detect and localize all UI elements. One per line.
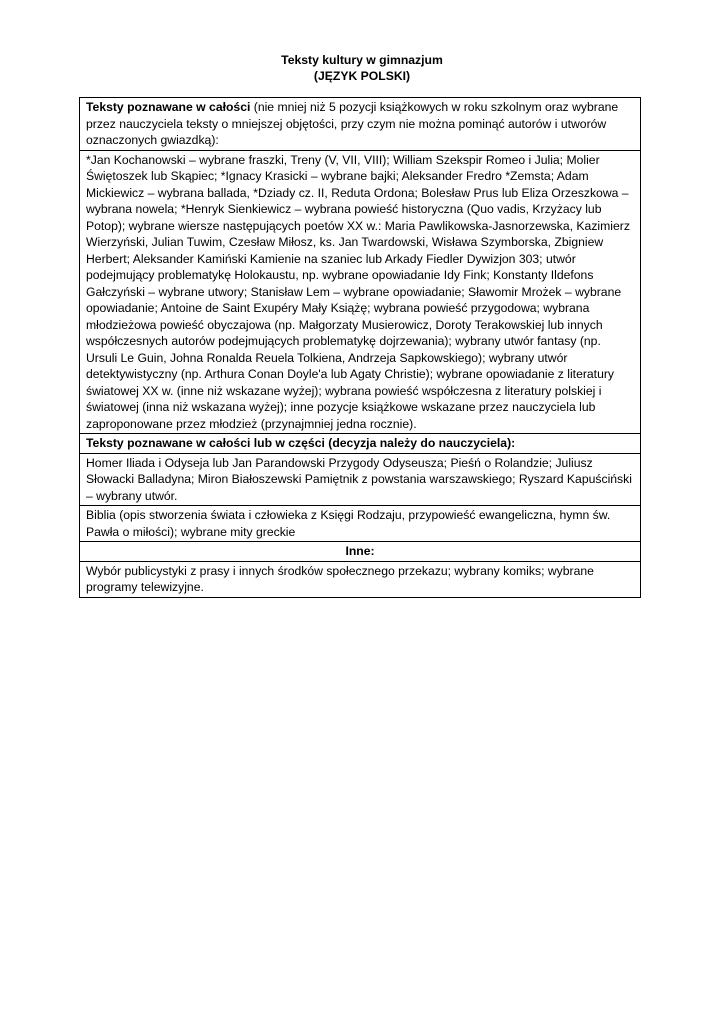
page-title [0, 52, 724, 84]
full-texts-heading-note: (nie mniej niż 5 pozycji książkowych w roku szkolnym oraz wybrane przez nauczyciela teksty o mniejszej objętości, przy czym nie można pominąć autorów i utworów oznaczonych gwiazdką): [86, 100, 619, 147]
full-texts-heading-cell [80, 98, 641, 151]
title-line-2: (JĘZYK POLSKI) [313, 69, 411, 83]
curriculum-table [79, 97, 641, 598]
full-texts-heading: Teksty poznawane w całości [86, 100, 251, 114]
other-content: Wybór publicystyki z prasy i innych środków społecznego przekazu; wybrany komiks; wybrane programy telewizyjne. [80, 561, 641, 597]
partial-texts-content-1: Homer Iliada i Odyseja lub Jan Parandowski Przygody Odyseusza; Pieśń o Rolandzie; Juliusz Słowacki Balladyna; Miron Białoszewski Pamiętnik z powstania warszawskiego; Ryszard Kapuściński – wybrany utwór. [80, 453, 641, 506]
table-row [80, 506, 641, 542]
table-row [80, 453, 641, 506]
table-row [80, 434, 641, 454]
table-row [80, 150, 641, 434]
table-row [80, 98, 641, 151]
table-row [80, 542, 641, 562]
table-row [80, 561, 641, 597]
partial-texts-content-2: Biblia (opis stworzenia świata i człowieka z Księgi Rodzaju, przypowieść ewangeliczna, hymn św. Pawła o miłości); wybrane mity greckie [80, 506, 641, 542]
partial-texts-heading: Teksty poznawane w całości lub w części (decyzja należy do nauczyciela): [80, 434, 641, 454]
other-heading: Inne: [80, 542, 641, 562]
full-texts-content: *Jan Kochanowski – wybrane fraszki, Treny (V, VII, VIII); William Szekspir Romeo i Julia; Molier Świętoszek lub Skąpiec; *Ignacy Krasicki – wybrane bajki; Aleksander Fredro *Zemsta; Adam Mickiewicz – wybrana ballada, *Dziady cz. II, Reduta Ordona; Bolesław Prus lub Eliza Orzeszkowa – wybrana nowela; *Henryk Sienkiewicz – wybrana powieść historyczna (Quo vadis, Krzyżacy lub Potop); wybrane wiersze następujących poetów XX w.: Maria Pawlikowska-Jasnorzewska, Kazimierz Wierzyński, Julian Tuwim, Czesław Miłosz, ks. Jan Twardowski, Wisława Szymborska, Zbigniew Herbert; Aleksander Kamiński Kamienie na szaniec lub Arkady Fiedler Dywizjon 303; utwór podejmujący problematykę Holokaustu, np. wybrane opowiadanie Idy Fink; Konstanty Ildefons Gałczyński – wybrane utwory; Stanisław Lem – wybrane opowiadanie; Sławomir Mrożek – wybrane opowiadanie; Antoine de Saint Exupéry Mały Książę; wybrana powieść przygodowa; wybrana młodzieżowa powieść obyczajowa (np. Małgorzaty Musierowicz, Doroty Terakowskiej lub innych współczesnych autorów podejmujących problematykę dojrzewania); wybrany utwór fantasy (np. Ursuli Le Guin, Johna Ronalda Reuela Tolkiena, Andrzeja Sapkowskiego); wybrany utwór detektywistyczny (np. Arthura Conan Doyle'a lub Agaty Christie); wybrane opowiadanie z literatury światowej XX w. (inne niż wskazane wyżej); wybrana powieść współczesna z literatury polskiej i światowej (inna niż wskazana wyżej); inne pozycje książkowe wskazane przez nauczyciela lub zaproponowane przez młodzież (przynajmniej jedna rocznie). [80, 150, 641, 434]
title-line-1: Teksty kultury w gimnazjum [281, 53, 443, 67]
